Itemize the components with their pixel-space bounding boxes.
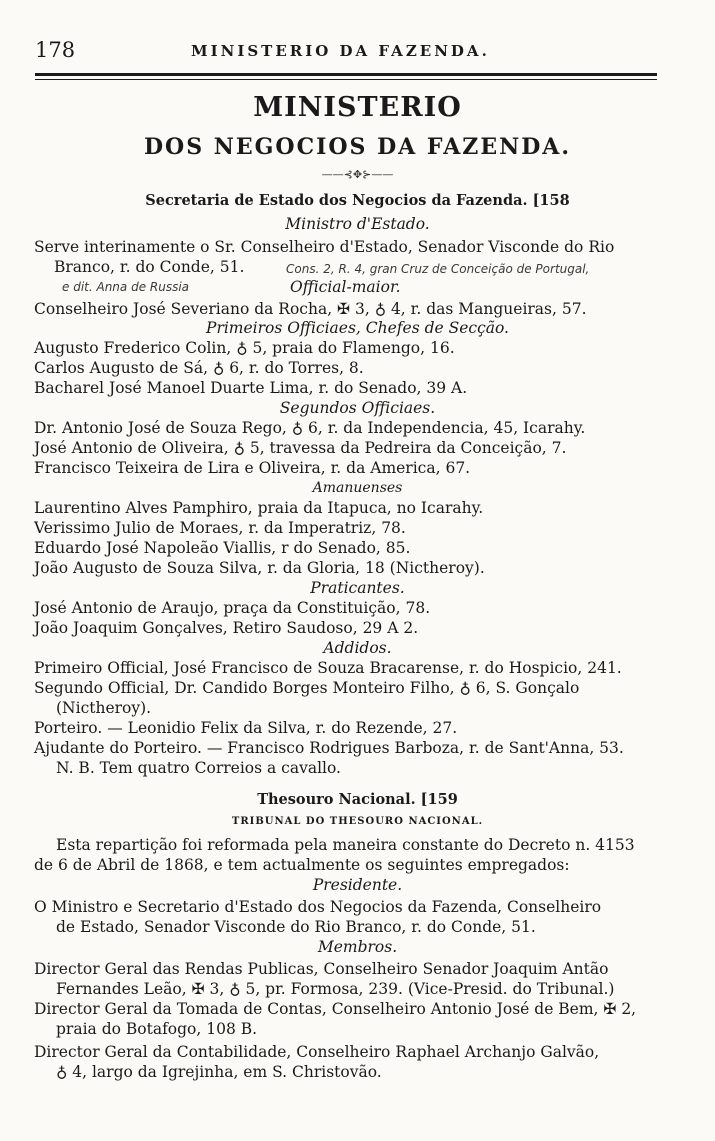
text-line: João Augusto de Souza Silva, r. da Gloria, 18 (Nictheroy).: [34, 559, 485, 577]
text-line: João Joaquim Gonçalves, Retiro Saudoso, 29 A 2.: [34, 619, 419, 637]
secretaria-heading: Secretaria de Estado dos Negocios da Fazenda. [158: [145, 192, 570, 209]
subheading: Primeiros Officiaes, Chefes de Secção.: [206, 319, 509, 337]
handwritten-note: Cons. 2, R. 4, gran Cruz de Conceição de Portugal,: [286, 262, 590, 276]
text-line: Carlos Augusto de Sá, ♁ 6, r. do Torres, 8.: [34, 359, 364, 377]
subheading: Segundos Officiaes.: [279, 399, 436, 417]
subheading: Amanuenses: [312, 480, 403, 496]
section-title: MINISTERIO: [253, 92, 462, 123]
text-line: Director Geral das Rendas Publicas, Conselheiro Senador Joaquim Antão: [34, 960, 609, 978]
text-line: Fernandes Leão, ✠ 3, ♁ 5, pr. Formosa, 239. (Vice-Presid. do Tribunal.): [56, 980, 615, 998]
text-line: Porteiro. — Leonidio Felix da Silva, r. do Rezende, 27.: [34, 719, 458, 737]
text-line: Serve interinamente o Sr. Conselheiro d'Estado, Senador Visconde do Rio: [34, 238, 615, 256]
text-line: José Antonio de Araujo, praça da Constituição, 78.: [34, 599, 431, 617]
subheading: Addidos.: [323, 639, 392, 657]
text-line: Director Geral da Contabilidade, Conselheiro Raphael Archanjo Galvão,: [34, 1043, 600, 1061]
text-line: (Nictheroy).: [56, 699, 152, 717]
text-line: Dr. Antonio José de Souza Rego, ♁ 6, r. da Independencia, 45, Icarahy.: [34, 419, 586, 437]
text-line: José Antonio de Oliveira, ♁ 5, travessa da Pedreira da Conceição, 7.: [34, 439, 567, 457]
text-line: Eduardo José Napoleão Viallis, r do Senado, 85.: [34, 539, 411, 557]
text-line: Augusto Frederico Colin, ♁ 5, praia do Flamengo, 16.: [34, 339, 455, 357]
subheading-official-maior: Official-maior.: [290, 278, 401, 296]
ornament-divider: ——⊰✥⊱——: [321, 168, 394, 181]
text-line: Ajudante do Porteiro. — Francisco Rodrigues Barboza, r. de Sant'Anna, 53.: [34, 739, 624, 757]
text-line: Verissimo Julio de Moraes, r. da Imperatriz, 78.: [34, 519, 406, 537]
text-line: Segundo Official, Dr. Candido Borges Monteiro Filho, ♁ 6, S. Gonçalo: [34, 679, 580, 697]
subheading: Praticantes.: [310, 579, 405, 597]
header-rule-thick: [35, 73, 657, 76]
header-rule-thin: [35, 79, 657, 80]
text-line: Primeiro Official, José Francisco de Souza Bracarense, r. do Hospicio, 241.: [34, 659, 622, 677]
subheading: Membros.: [317, 938, 398, 956]
subheading-ministro: Ministro d'Estado.: [285, 215, 430, 233]
text-line: de 6 de Abril de 1868, e tem actualmente os seguintes empregados:: [34, 856, 570, 874]
tribunal-subheading: TRIBUNAL DO THESOURO NACIONAL.: [231, 816, 484, 827]
handwritten-note: e dit. Anna de Russia: [62, 280, 190, 294]
text-line: Bacharel José Manoel Duarte Lima, r. do Senado, 39 A.: [34, 379, 468, 397]
text-line: ♁ 4, largo da Igrejinha, em S. Christovão.: [56, 1063, 382, 1081]
text-line: Esta repartição foi reformada pela maneira constante do Decreto n. 4153: [56, 836, 635, 854]
text-line: N. B. Tem quatro Correios a cavallo.: [56, 759, 341, 777]
text-line: O Ministro e Secretario d'Estado dos Negocios da Fazenda, Conselheiro: [34, 898, 602, 916]
text-line: Director Geral da Tomada de Contas, Conselheiro Antonio José de Bem, ✠ 2,: [34, 1000, 637, 1018]
text-line: de Estado, Senador Visconde do Rio Branco, r. do Conde, 51.: [56, 918, 536, 936]
running-title: MINISTERIO DA FAZENDA.: [191, 42, 490, 60]
text-line: praia do Botafogo, 108 B.: [56, 1020, 258, 1038]
text-line: Branco, r. do Conde, 51.: [54, 258, 245, 276]
subheading: Presidente.: [312, 876, 403, 894]
page-number: 178: [35, 38, 76, 62]
text-line: Francisco Teixeira de Lira e Oliveira, r. da America, 67.: [34, 459, 471, 477]
section-subtitle: DOS NEGOCIOS DA FAZENDA.: [143, 134, 572, 160]
text-line: Conselheiro José Severiano da Rocha, ✠ 3, ♁ 4, r. das Mangueiras, 57.: [34, 300, 587, 318]
thesouro-heading: Thesouro Nacional. [159: [257, 791, 458, 808]
running-header: [35, 38, 665, 64]
text-line: Laurentino Alves Pamphiro, praia da Itapuca, no Icarahy.: [34, 499, 484, 517]
